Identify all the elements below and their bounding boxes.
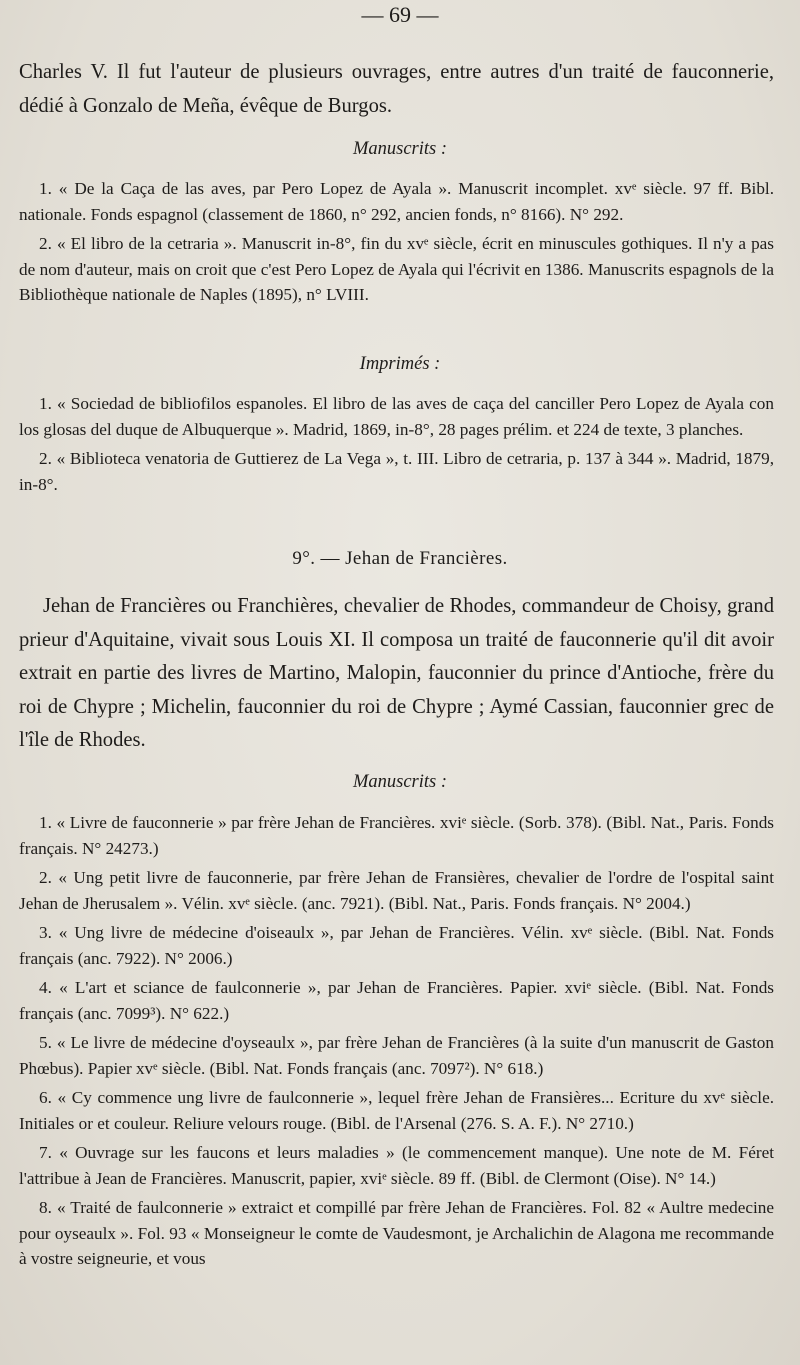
manuscrits-list-1	[19, 176, 774, 308]
manuscrit-entry: 5. « Le livre de médecine d'oyseaulx », par frère Jehan de Francières (à la suite d'un manuscrit de Gaston Phœbus). Papier xvᵉ siècle. (Bibl. Nat. Fonds français (anc. 7097²). N° 618.)	[19, 1033, 774, 1078]
manuscrits-list-2	[19, 810, 774, 1272]
manuscrits-heading-1: Manuscrits :	[352, 139, 448, 159]
manuscrits-heading-2: Manuscrits :	[352, 772, 448, 792]
intro-paragraph: Charles V. Il fut l'auteur de plusieurs ouvrages, entre autres d'un traité de fauconnerie, dédié à Gonzalo de Meña, évêque de Burgos.	[19, 61, 774, 117]
manuscrit-entry: 4. « L'art et sciance de faulconnerie », par Jehan de Francières. Papier. xviᵉ siècle. (Bibl. Nat. Fonds français (anc. 7099³). N° 622.)	[19, 978, 774, 1023]
manuscrit-entry: 8. « Traité de faulconnerie » extraict et compillé par frère Jehan de Francières. Fol. 82 « Aultre medecine pour oyseaulx ». Fol. 93 « Monseigneur le comte de Vaudesmont, je Archalichin de Alagona me recommande à vostre seigneurie, et vous	[19, 1198, 774, 1268]
imprimes-list	[19, 391, 774, 497]
imprime-entry: 2. « Biblioteca venatoria de Guttierez de La Vega », t. III. Libro de cetraria, p. 137 à 344 ». Madrid, 1879, in-8°.	[19, 449, 774, 494]
page-number: — 69 —	[361, 2, 439, 27]
manuscrit-entry: 2. « Ung petit livre de fauconnerie, par frère Jehan de Fransières, chevalier de l'ordre de l'ospital saint Jehan de Jherusalem ». Vélin. xvᵉ siècle. (anc. 7921). (Bibl. Nat., Paris. Fonds français. N° 2004.)	[19, 868, 774, 913]
chapter-paragraph: Jehan de Francières ou Franchières, chevalier de Rhodes, commandeur de Choisy, grand prieur d'Aquitaine, vivait sous Louis XI. Il composa un traité de fauconnerie qu'il dit avoir extrait en partie des livres de Martino, Malopin, fauconnier du prince d'Antioche, frère du roi de Chypre ; Michelin, fauconnier du roi de Chypre ; Aymé Cassian, fauconnier grec de l'île de Rhodes.	[19, 595, 774, 751]
manuscrit-entry: 6. « Cy commence ung livre de faulconnerie », lequel frère Jehan de Fransières... Ecriture du xvᵉ siècle. Initiales or et couleur. Reliure velours rouge. (Bibl. de l'Arsenal (276. S. A. F.). N° 2710.)	[19, 1088, 774, 1133]
manuscrit-entry: 1. « De la Caça de las aves, par Pero Lopez de Ayala ». Manuscrit incomplet. xvᵉ siècle. 97 ff. Bibl. nationale. Fonds espagnol (classement de 1860, n° 292, ancien fonds, n° 8166). N° 292.	[19, 179, 774, 224]
imprimes-heading: Imprimés :	[359, 354, 441, 374]
manuscrit-entry: 2. « El libro de la cetraria ». Manuscrit in-8°, fin du xvᵉ siècle, écrit en minuscules gothiques. Il n'y a pas de nom d'auteur, mais on croit que c'est Pero Lopez de Ayala qui l'écrivit en 1386. Manuscrits espagnols de la Bibliothèque nationale de Naples (1895), n° LVIII.	[19, 234, 774, 304]
manuscrit-entry: 1. « Livre de fauconnerie » par frère Jehan de Francières. xviᵉ siècle. (Sorb. 378). (Bibl. Nat., Paris. Fonds français. N° 24273.)	[19, 813, 774, 858]
imprime-entry: 1. « Sociedad de bibliofilos espanoles. El libro de las aves de caça del canciller Pero Lopez de Ayala con los glosas del duque de Albuquerque ». Madrid, 1869, in-8°, 28 pages prélim. et 224 de texte, 3 planches.	[19, 394, 774, 439]
manuscrit-entry: 7. « Ouvrage sur les faucons et leurs maladies » (le commencement manque). Une note de M. Féret l'attribue à Jean de Francières. Manuscrit, papier, xviᵉ siècle. 89 ff. (Bibl. de Clermont (Oise). N° 14.)	[19, 1143, 774, 1188]
chapter-heading: 9°. — Jehan de Francières.	[292, 548, 508, 569]
manuscrit-entry: 3. « Ung livre de médecine d'oiseaulx », par Jehan de Francières. Vélin. xvᵉ siècle. (Bibl. Nat. Fonds français (anc. 7922). N° 2006.)	[19, 923, 774, 968]
